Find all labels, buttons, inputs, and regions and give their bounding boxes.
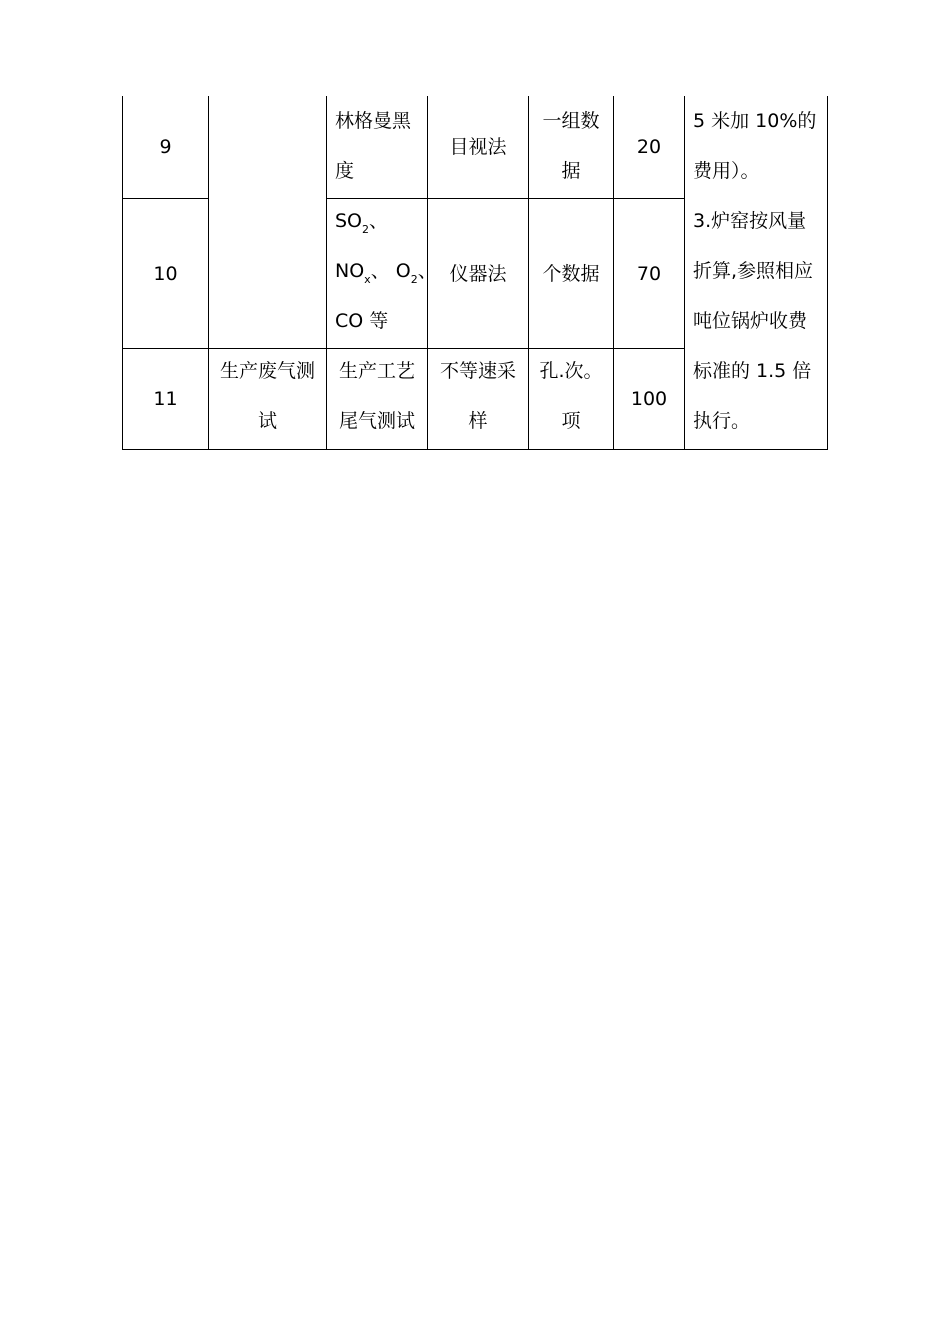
remark-line-3: 3.炉窑按风量 xyxy=(693,210,807,232)
table-cell-no xyxy=(123,349,208,449)
o2-text: O xyxy=(395,260,411,282)
nox-separator: 、 xyxy=(370,260,390,282)
remark-line-4: 折算,参照相应 xyxy=(693,260,814,282)
table-cell-unit xyxy=(529,96,613,196)
table-cell-method xyxy=(428,346,528,446)
remark-line-1: 5 米加 10%的 xyxy=(693,110,817,132)
fee-table xyxy=(122,96,828,450)
row-10-item-line-3: CO 等 xyxy=(335,310,389,332)
row-11-category-line-1: 生产废气测 xyxy=(219,360,315,382)
so2-separator: 、 xyxy=(369,210,389,232)
so2-subscript: 2 xyxy=(362,223,370,236)
row-9-price: 20 xyxy=(636,136,662,158)
row-11-item-line-1: 生产工艺 xyxy=(339,360,416,382)
table-cell-price xyxy=(614,349,684,449)
table-col-divider-6 xyxy=(684,96,685,450)
table-cell-unit xyxy=(529,346,613,446)
row-11-item-line-2: 尾气测试 xyxy=(339,410,416,432)
table-cell-no xyxy=(123,199,208,348)
table-col-divider-2 xyxy=(326,96,327,450)
row-9-unit-line-2: 据 xyxy=(561,160,581,182)
row-11-method-line-2: 样 xyxy=(468,410,488,432)
table-cell-method xyxy=(428,96,528,198)
row-9-item-line-1: 林格曼黑 xyxy=(335,110,412,132)
nox-text: NO xyxy=(335,260,365,282)
table-cell-item xyxy=(335,196,437,346)
table-cell-method xyxy=(428,199,528,348)
remark-line-5: 吨位锅炉收费 xyxy=(693,310,808,332)
row-11-unit-line-2: 项 xyxy=(561,410,581,432)
row-11-no: 11 xyxy=(153,388,178,410)
table-cell-item xyxy=(339,346,427,446)
row-10-item-line-1 xyxy=(335,196,427,246)
row-10-item-line-2 xyxy=(335,246,437,296)
row-10-price: 70 xyxy=(636,262,662,285)
o2-separator: 、 xyxy=(417,260,437,282)
table-border-bottom xyxy=(122,449,828,450)
table-cell-item xyxy=(335,96,427,196)
row-9-method: 目视法 xyxy=(449,136,507,158)
row-10-method: 仪器法 xyxy=(449,262,507,285)
row-9-item-line-2: 度 xyxy=(335,160,355,182)
table-cell-price xyxy=(614,96,684,198)
row-11-price: 100 xyxy=(630,388,668,410)
table-cell-remarks xyxy=(693,96,827,446)
row-9-unit-line-1: 一组数 xyxy=(542,110,600,132)
row-10-unit: 个数据 xyxy=(542,262,600,285)
table-cell-unit xyxy=(529,199,613,348)
table-cell-category xyxy=(209,346,326,446)
remark-line-7: 执行。 xyxy=(693,410,751,432)
row-11-method-line-1: 不等速采 xyxy=(439,360,516,382)
remark-line-2: 费用）。 xyxy=(693,160,760,182)
row-11-category-line-2: 试 xyxy=(257,410,277,432)
nox-subscript: x xyxy=(364,273,371,286)
o2-subscript: 2 xyxy=(410,273,418,286)
so2-text: SO xyxy=(335,210,363,232)
row-9-no: 9 xyxy=(159,136,172,158)
table-border-right xyxy=(827,96,828,450)
row-11-unit-line-1: 孔.次。 xyxy=(539,360,603,382)
remark-line-6: 标准的 1.5 倍 xyxy=(693,360,812,382)
table-cell-price xyxy=(614,199,684,348)
table-cell-no xyxy=(123,96,208,198)
row-10-no: 10 xyxy=(153,262,178,285)
